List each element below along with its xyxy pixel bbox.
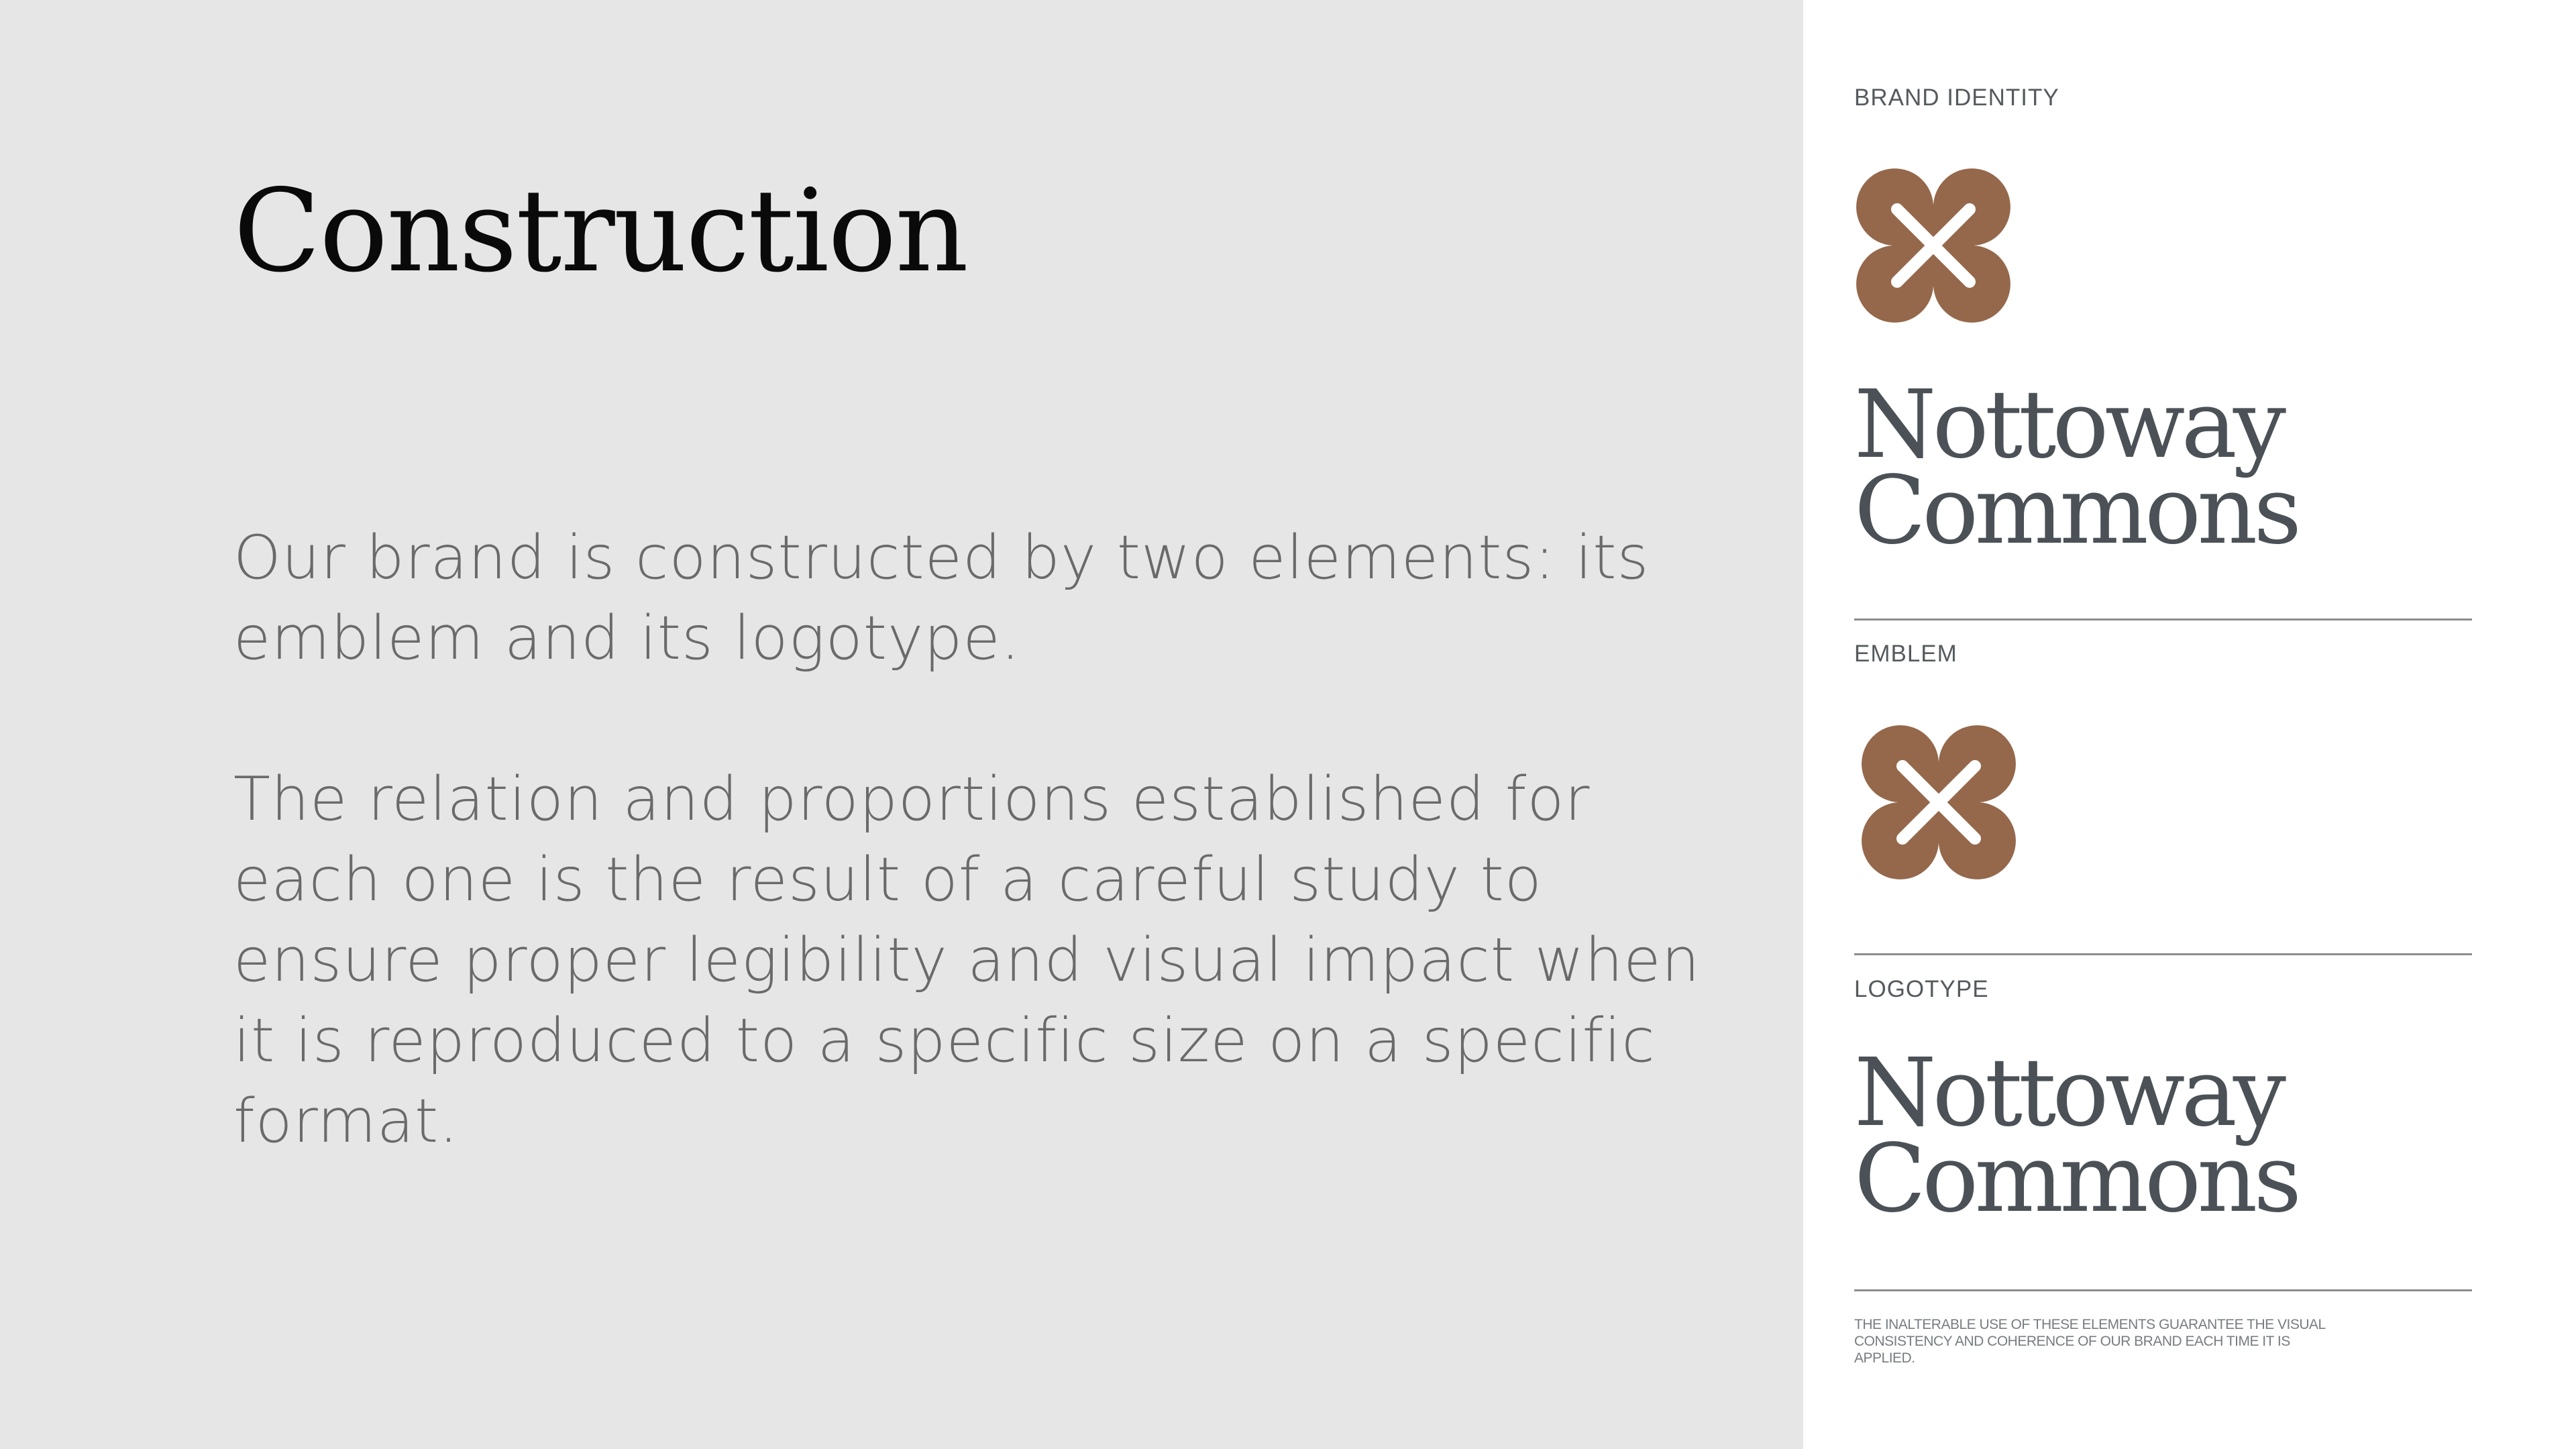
detail-paragraph: The relation and proportions established for each one is the result of a careful study to ensure proper legibility and visual impact when it is reproduced to a specific size on a specific format. (233, 764, 1701, 1157)
logotype-sample (1854, 1038, 2298, 1234)
brand-identity-label: BRAND IDENTITY (1854, 85, 2059, 111)
section-divider (1854, 619, 2472, 621)
logotype-line-1: Nottoway (1854, 1038, 2282, 1148)
four-petal-flower-emblem-icon (1860, 723, 2018, 881)
usage-footnote: THE INALTERABLE USE OF THESE ELEMENTS GUARANTEE THE VISUAL CONSISTENCY AND COHERENCE OF OUR BRAND EACH TIME IT IS APPLIED. (1854, 1317, 2325, 1366)
logotype-line-2: Commons (1854, 1124, 2298, 1234)
section-divider (1854, 1289, 2472, 1291)
four-petal-flower-emblem-icon (1854, 166, 2012, 325)
logotype-label: LOGOTYPE (1854, 976, 1989, 1002)
intro-paragraph: Our brand is constructed by two elements: its emblem and its logotype. (233, 523, 1650, 674)
brand-sidebar (1803, 0, 2576, 1449)
brand-logotype (1854, 370, 2298, 566)
logotype-line-1: Nottoway (1854, 370, 2282, 480)
emblem-label: EMBLEM (1854, 641, 1957, 667)
logotype-line-2: Commons (1854, 456, 2298, 566)
page-title: Construction (233, 165, 967, 298)
section-divider (1854, 953, 2472, 955)
